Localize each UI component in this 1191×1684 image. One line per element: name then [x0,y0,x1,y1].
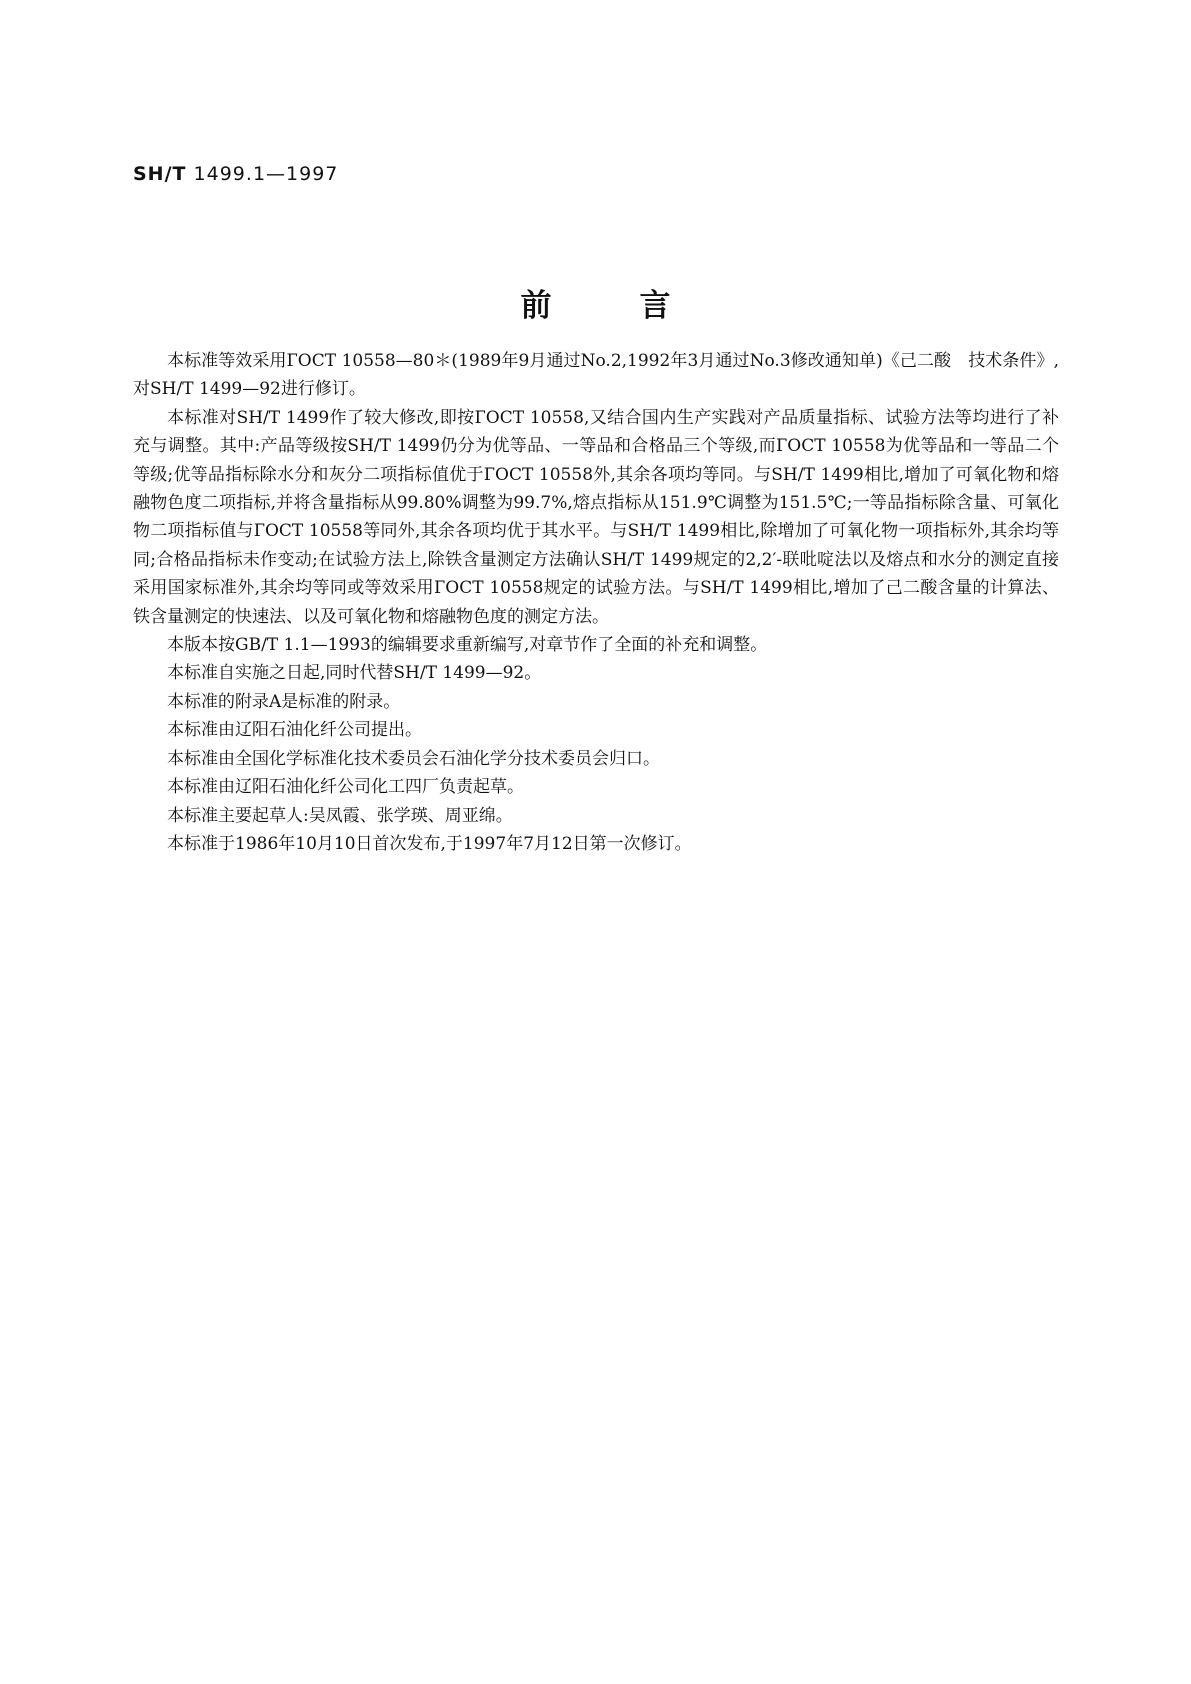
paragraph-adoption: 本标准等效采用ГОСТ 10558—80＊(1989年9月通过No.2,1992年3月通过No.3修改通知单)《己二酸 技术条件》,对SH/T 1499—92进行修订。 [133,351,1059,400]
paragraph-edition: 本版本按GB/T 1.1—1993的编辑要求重新编写,对章节作了全面的补充和调整。 [167,635,768,656]
standard-code-prefix: SH/T [133,163,187,185]
paragraph-centralized-by: 本标准由全国化学标准化技术委员会石油化学分技术委员会归口。 [167,748,660,769]
paragraph-drafted-by: 本标准由辽阳石油化纤公司化工四厂负责起草。 [167,777,524,798]
standard-code-number: 1499.1—1997 [193,163,339,185]
standard-code [133,163,338,185]
paragraph-appendix: 本标准的附录A是标准的附录。 [167,691,401,712]
paragraph-replaces: 本标准自实施之日起,同时代替SH/T 1499—92。 [167,663,542,684]
page-title: 前言 [520,288,759,324]
paragraph-history: 本标准于1986年10月10日首次发布,于1997年7月12日第一次修订。 [167,833,692,854]
paragraph-proposed-by: 本标准由辽阳石油化纤公司提出。 [167,720,422,741]
foreword-body [133,347,1059,858]
paragraph-modifications: 本标准对SH/T 1499作了较大修改,即按ГОСТ 10558,又结合国内生产实践对产品质量指标、试验方法等均进行了补充与调整。其中:产品等级按SH/T 1499仍分为优等品、一等品和合格品三个等级,而ГОСТ 10558为优等品和一等品二个等级;优等品指标除水分和灰分二项指标值优于ГОСТ 10558外,其余各项均等同。与SH/T 1499相比,增加了可氧化物和熔融物色度二项指标,并将含量指标从99.80%调整为99.7%,熔点指标从151.9℃调整为151.5℃;一等品指标除含量、可氧化物二项指标值与ГОСТ 10558等同外,其余各项均优于其水平。与SH/T 1499相比,除增加了可氧化物一项指标外,其余均等同;合格品指标未作变动;在试验方法上,除铁含量测定方法确认SH/T 1499规定的2,2′-联吡啶法以及熔点和水分的测定直接采用国家标准外,其余均等同或等效采用ГОСТ 10558规定的试验方法。与SH/T 1499相比,增加了己二酸含量的计算法、铁含量测定的快速法、以及可氧化物和熔融物色度的测定方法。 [133,407,1059,627]
paragraph-drafters: 本标准主要起草人:吴凤霞、张学瑛、周亚绵。 [167,805,513,826]
